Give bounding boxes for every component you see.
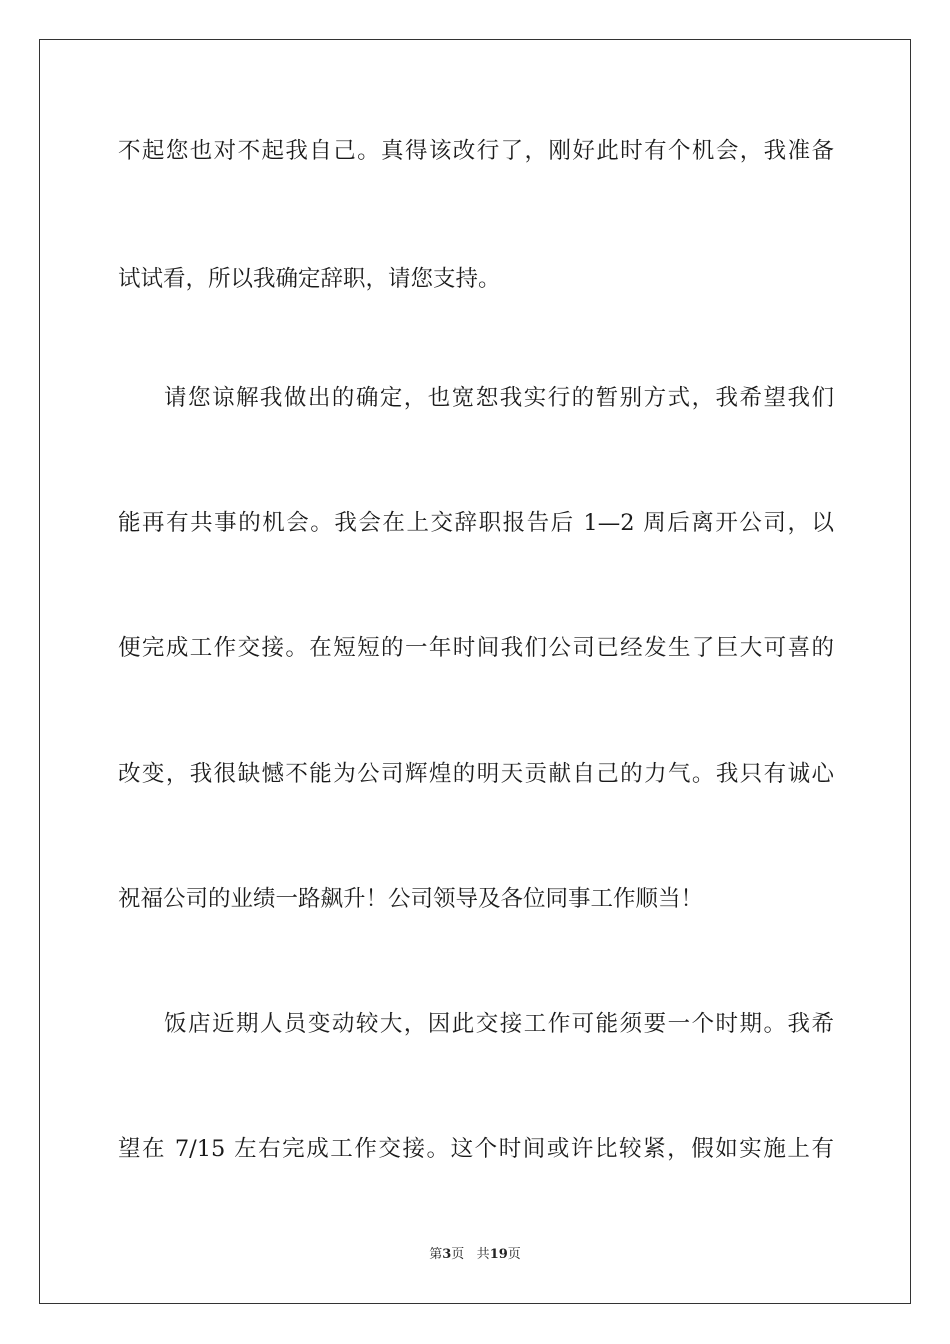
body-line-7: 祝福公司的业绩一路飙升！公司领导及各位同事工作顺当！	[118, 886, 704, 912]
footer-page-prefix: 第	[429, 1247, 443, 1262]
footer-total-suffix: 页	[507, 1247, 521, 1262]
body-line-9: 望在 7/15 左右完成工作交接。这个时间或许比较紧，假如实施上有	[118, 1136, 834, 1162]
page-footer	[0, 1246, 950, 1264]
body-line-2: 试试看，所以我确定辞职，请您支持。	[118, 266, 501, 292]
body-line-4: 能再有共事的机会。我会在上交辞职报告后 1—2 周后离开公司，以	[118, 510, 834, 536]
footer-page-suffix: 页	[451, 1247, 465, 1262]
body-line-1: 不起您也对不起我自己。真得该改行了，刚好此时有个机会，我准备	[118, 138, 834, 164]
page-border	[39, 39, 911, 1304]
body-line-8: 饭店近期人员变动较大，因此交接工作可能须要一个时期。我希	[164, 1011, 834, 1037]
footer-total-pages: 19	[489, 1247, 508, 1262]
footer-page-number: 3	[442, 1247, 452, 1262]
body-line-3: 请您谅解我做出的确定，也宽恕我实行的暂别方式，我希望我们	[164, 385, 834, 411]
body-line-6: 改变，我很缺憾不能为公司辉煌的明天贡献自己的力气。我只有诚心	[118, 761, 834, 787]
body-line-5: 便完成工作交接。在短短的一年时间我们公司已经发生了巨大可喜的	[118, 635, 834, 661]
footer-total-prefix: 共	[476, 1247, 490, 1262]
